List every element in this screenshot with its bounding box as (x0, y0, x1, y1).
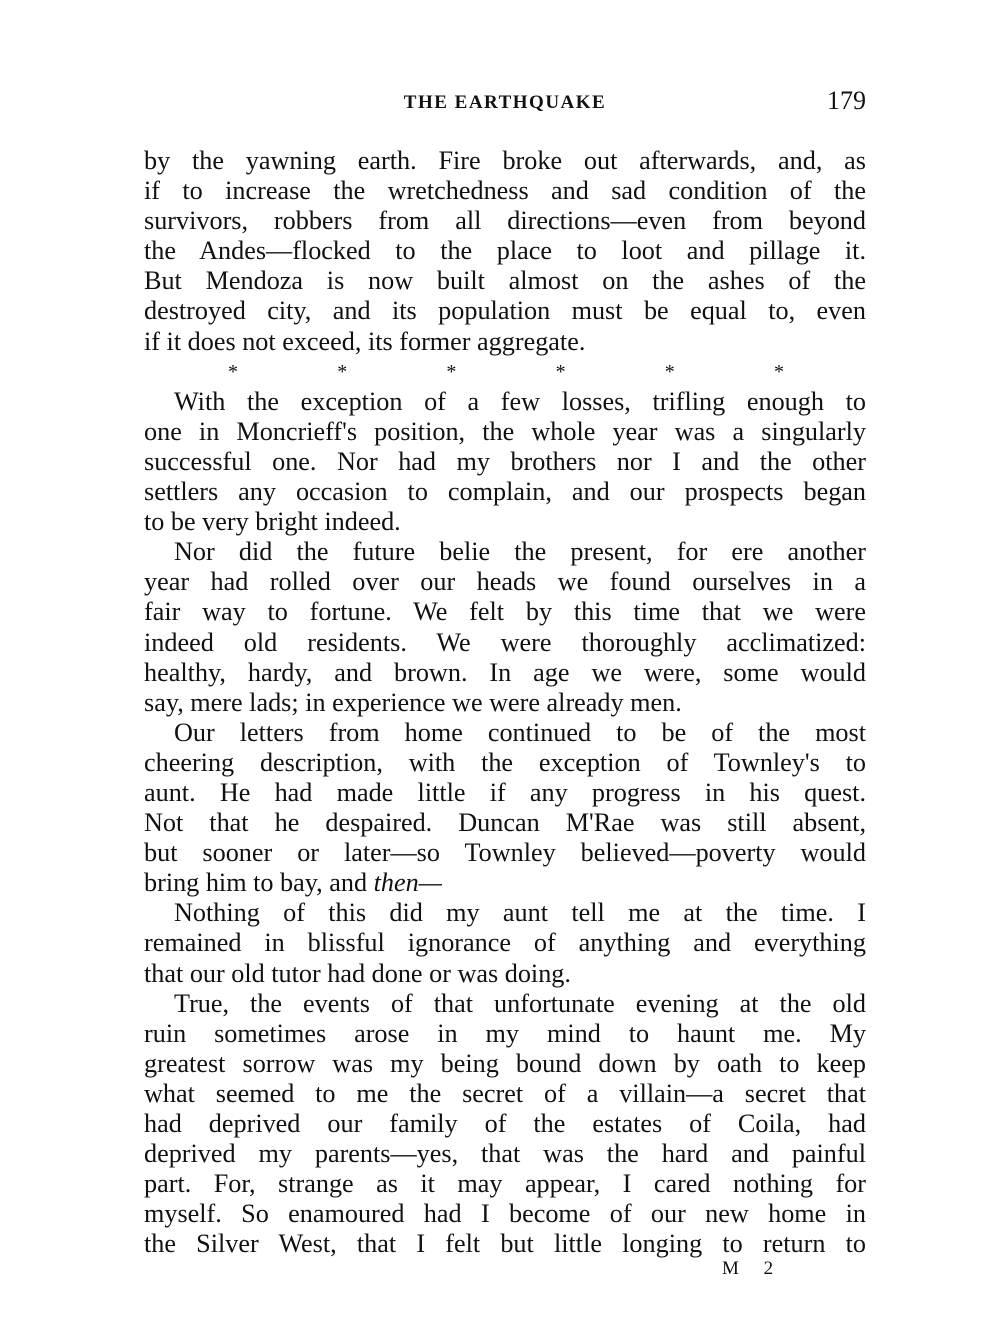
text-line: what seemed to me the secret of a villain—a secret that (144, 1078, 866, 1108)
text-line: by the yawning earth. Fire broke out afterwards, and, as (144, 146, 866, 175)
text-line: the Silver West, that I felt but little longing to return to (144, 1229, 866, 1259)
signature-mark: M 2 (722, 1258, 784, 1279)
text-line: successful one. Nor had my brothers nor I and the other (144, 446, 866, 476)
text-line: But Mendoza is now built almost on the ashes of the (144, 266, 866, 296)
text-line: part. For, strange as it may appear, I cared nothing for (144, 1169, 866, 1199)
text-line: indeed old residents. We were thoroughly acclimatized: (144, 627, 866, 657)
text-line: Nothing of this did my aunt tell me at the time. I (174, 898, 866, 928)
text-line: year had rolled over our heads we found ourselves in a (144, 567, 866, 597)
text-line: that our old tutor had done or was doing. (144, 958, 571, 988)
asterism-star: * (664, 360, 675, 383)
text-line: one in Moncrieff's position, the whole year was a singularly (144, 416, 866, 446)
asterism-star: * (773, 360, 784, 383)
text-line: if it does not exceed, its former aggregate. (144, 326, 586, 356)
italic-word: then— (373, 868, 442, 898)
text-line: Our letters from home continued to be of the most (174, 717, 866, 747)
text-line: Not that he despaired. Duncan M'Rae was still absent, (144, 808, 866, 838)
text-line: aunt. He had made little if any progress in his quest. (144, 777, 866, 807)
text-line: cheering description, with the exception of Townley's to (144, 747, 866, 777)
text-line: ruin sometimes arose in my mind to haunt me. My (144, 1018, 866, 1048)
text-line: With the exception of a few losses, trifling enough to (174, 386, 866, 416)
text-line: had deprived our family of the estates of Coila, had (144, 1109, 866, 1138)
body-text (144, 146, 866, 1259)
text-line: to be very bright indeed. (144, 507, 401, 537)
section-break (144, 357, 866, 387)
text-fragment: bring him to bay, and (144, 868, 374, 898)
text-line: the Andes—flocked to the place to loot and pillage it. (144, 236, 866, 266)
running-head (144, 86, 866, 120)
text-line: but sooner or later—so Townley believed—poverty would (144, 838, 866, 868)
text-line: say, mere lads; in experience we were already men. (144, 687, 682, 717)
text-line: healthy, hardy, and brown. In age we were, some would (144, 657, 866, 687)
text-line: greatest sorrow was my being bound down by oath to keep (144, 1048, 866, 1078)
text-line: deprived my parents—yes, that was the hard and painful (144, 1139, 866, 1169)
asterism-star: * (228, 360, 238, 383)
text-line: settlers any occasion to complain, and our prospects began (144, 477, 866, 507)
text-line (144, 868, 866, 898)
text-line: myself. So enamoured had I become of our new home in (144, 1199, 866, 1229)
text-line: destroyed city, and its population must be equal to, even (144, 296, 866, 326)
text-line: if to increase the wretchedness and sad condition of the (144, 176, 866, 206)
text-line: remained in blissful ignorance of anything and everything (144, 928, 866, 958)
asterism-star: * (446, 360, 457, 383)
text-line: Nor did the future belie the present, for ere another (174, 537, 866, 567)
text-line: survivors, robbers from all directions—even from beyond (144, 206, 866, 236)
running-title: THE EARTHQUAKE (403, 92, 607, 113)
asterism-star: * (555, 360, 566, 383)
text-line: fair way to fortune. We felt by this time that we were (144, 597, 866, 627)
asterism-star: * (337, 360, 348, 383)
text-line: True, the events of that unfortunate evening at the old (174, 988, 866, 1018)
page-number: 179 (827, 86, 866, 115)
